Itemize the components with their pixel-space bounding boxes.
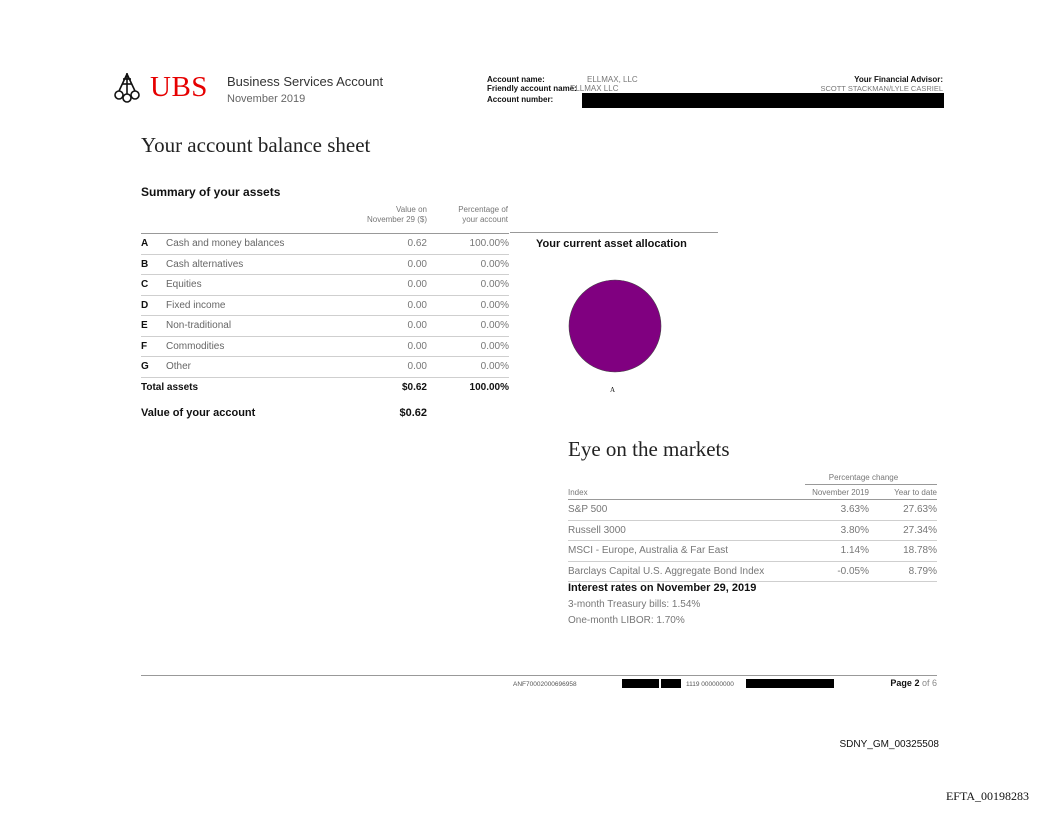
asset-name: Fixed income — [166, 299, 226, 311]
index-column-header: Index — [568, 488, 588, 497]
percentage-change-header: Percentage change — [828, 473, 899, 482]
friendly-name-value: ELLMAX LLC — [570, 84, 619, 93]
asset-percentage: 0.00% — [480, 258, 509, 270]
redaction-bar — [582, 93, 944, 108]
asset-value: 0.00 — [407, 340, 427, 352]
page-current: 2 — [914, 678, 920, 688]
index-name: MSCI - Europe, Australia & Far East — [568, 545, 729, 556]
summary-title: Summary of your assets — [141, 185, 281, 199]
asset-percentage: 0.00% — [480, 361, 509, 372]
allocation-title: Your current asset allocation — [536, 238, 687, 250]
asset-value: 0.00 — [407, 361, 427, 372]
page-total: of 6 — [921, 678, 937, 688]
account-number-label: Account number: — [487, 95, 554, 104]
asset-value: 0.62 — [407, 238, 427, 249]
asset-letter: E — [141, 320, 148, 331]
asset-letter: G — [141, 361, 149, 372]
efta-number: EFTA_00198283 — [945, 789, 1029, 803]
page-label: Page — [890, 678, 912, 688]
table-row — [141, 337, 509, 358]
asset-percentage: 0.00% — [480, 299, 509, 311]
asset-name: Commodities — [166, 340, 225, 352]
asset-summary-table — [141, 233, 509, 398]
account-value-label: Value of your account — [141, 407, 256, 419]
asset-percentage: 0.00% — [480, 279, 509, 290]
divider — [510, 232, 718, 233]
advisor-name: SCOTT STACKMAN/LYLE CASRIEL — [820, 84, 943, 93]
redaction-bar — [622, 679, 659, 688]
value-header-line2: November 29 ($) — [366, 215, 427, 224]
statement-period: November 2019 — [227, 93, 306, 105]
asset-name: Other — [166, 361, 192, 372]
asset-value: 0.00 — [407, 320, 427, 331]
page-title: Your account balance sheet — [141, 133, 371, 157]
table-row — [141, 275, 509, 296]
table-row — [141, 357, 509, 378]
interest-rates-title: Interest rates on November 29, 2019 — [568, 582, 757, 594]
table-row — [568, 562, 937, 583]
markets-title: Eye on the markets — [568, 437, 730, 461]
asset-value: 0.00 — [407, 258, 427, 270]
libor-rate: One-month LIBOR: 1.70% — [568, 615, 685, 626]
treasury-bill-rate: 3-month Treasury bills: 1.54% — [568, 599, 701, 610]
page-number — [890, 678, 937, 688]
asset-name: Cash alternatives — [166, 258, 244, 270]
asset-letter: F — [141, 340, 148, 352]
asset-name: Equities — [166, 279, 202, 290]
table-row — [568, 541, 937, 562]
asset-letter: A — [141, 238, 149, 249]
month-change: 3.80% — [840, 524, 869, 536]
value-header-line1: Value on — [396, 205, 427, 214]
redaction-bar — [661, 679, 681, 688]
table-row — [141, 255, 509, 276]
friendly-name-label: Friendly account name: — [487, 84, 577, 93]
redaction-bar — [746, 679, 834, 688]
account-name-label: Account name: — [487, 75, 545, 84]
document-code-secondary: 1119 000000000 — [686, 681, 734, 688]
markets-table — [568, 500, 937, 582]
bates-number: SDNY_GM_00325508 — [839, 739, 939, 750]
percentage-column-header — [440, 205, 508, 225]
table-row — [568, 521, 937, 542]
asset-letter: C — [141, 279, 149, 290]
asset-value: 0.00 — [407, 279, 427, 290]
table-row — [568, 500, 937, 521]
value-column-header — [355, 205, 427, 225]
asset-percentage: 100.00% — [469, 238, 509, 249]
asset-name: Non-traditional — [166, 320, 232, 331]
ubs-keys-icon — [110, 70, 144, 104]
ubs-logo — [110, 70, 208, 104]
ubs-logo-text: UBS — [150, 71, 208, 103]
ytd-change: 18.78% — [903, 545, 937, 556]
ytd-change: 27.63% — [903, 504, 937, 515]
asset-name: Cash and money balances — [166, 238, 285, 249]
asset-letter: B — [141, 258, 149, 270]
total-assets-label: Total assets — [141, 381, 199, 393]
month-column-header: November 2019 — [812, 488, 869, 497]
pct-header-line1: Percentage of — [458, 205, 508, 214]
total-assets-value: $0.62 — [401, 381, 427, 393]
pct-header-line2: your account — [462, 215, 508, 224]
advisor-label: Your Financial Advisor: — [854, 75, 943, 84]
month-change: -0.05% — [837, 565, 869, 577]
table-row — [141, 296, 509, 317]
asset-percentage: 0.00% — [480, 340, 509, 352]
ytd-change: 27.34% — [903, 524, 937, 536]
index-name: Russell 3000 — [568, 524, 626, 536]
asset-value: 0.00 — [407, 299, 427, 311]
total-assets-percentage: 100.00% — [469, 381, 509, 393]
total-assets-row — [141, 378, 509, 398]
divider — [805, 484, 937, 485]
account-name-value: ELLMAX, LLC — [587, 75, 638, 84]
allocation-pie-chart — [568, 279, 662, 373]
month-change: 3.63% — [840, 504, 869, 515]
index-name: S&P 500 — [568, 504, 608, 515]
month-change: 1.14% — [840, 545, 869, 556]
pie-slice-a — [569, 280, 661, 372]
markets-table-header — [568, 488, 937, 500]
ytd-column-header: Year to date — [894, 488, 937, 497]
pie-slice-label: A — [610, 386, 616, 394]
account-type-title: Business Services Account — [227, 74, 384, 89]
asset-letter: D — [141, 299, 149, 311]
footer-divider — [141, 675, 937, 676]
ytd-change: 8.79% — [908, 565, 937, 577]
account-value-amount: $0.62 — [399, 407, 427, 419]
document-code: ANF70002000696958 — [513, 681, 577, 688]
asset-percentage: 0.00% — [480, 320, 509, 331]
index-name: Barclays Capital U.S. Aggregate Bond Index — [568, 565, 765, 577]
table-row — [141, 233, 509, 255]
table-row — [141, 316, 509, 337]
